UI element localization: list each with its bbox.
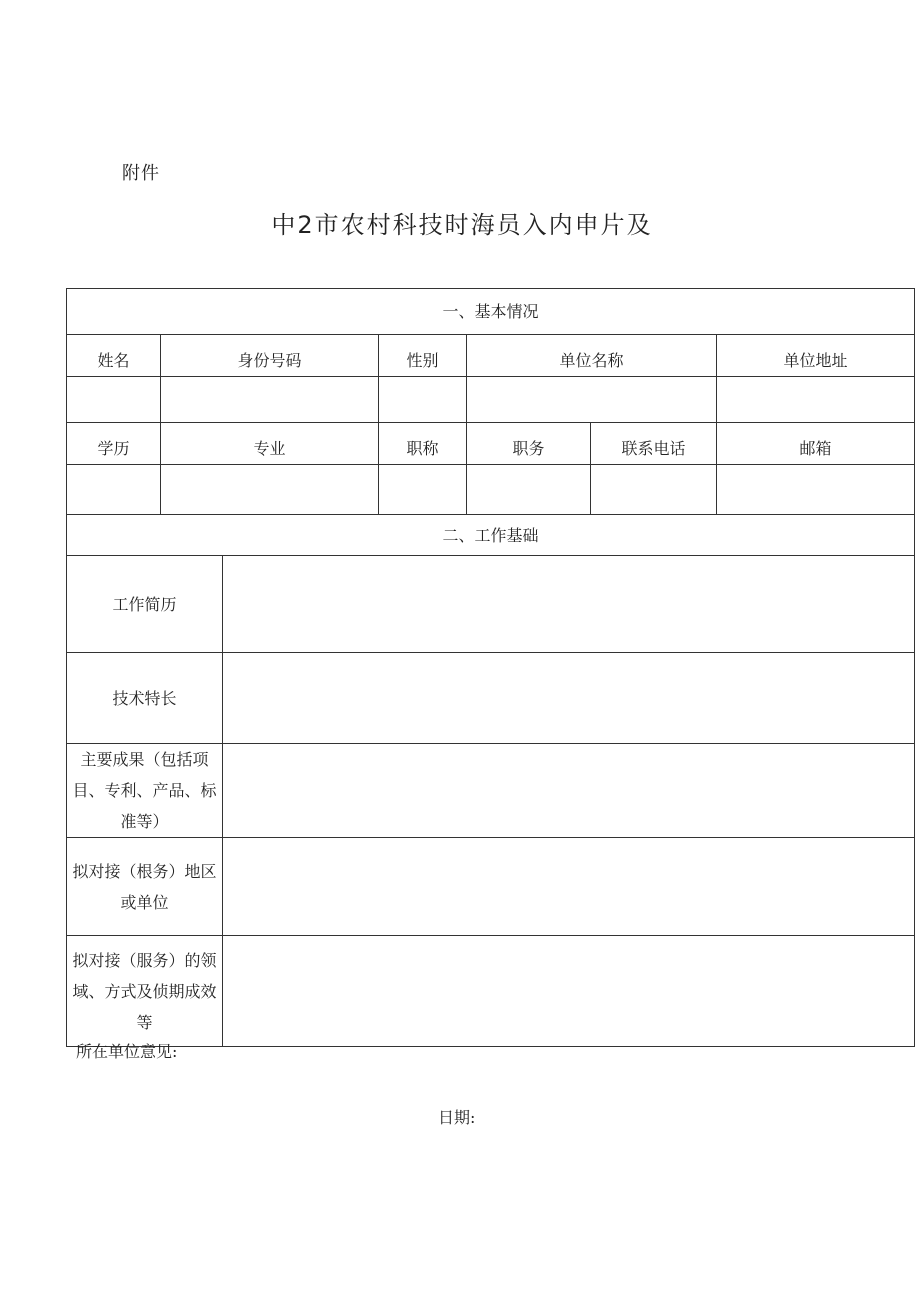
employer-opinion-label: 所在单位意见: (76, 1042, 178, 1061)
id-number-field[interactable] (161, 377, 379, 423)
section-basic-heading: 一、基本情况 (67, 289, 915, 335)
employer-address-field[interactable] (717, 377, 915, 423)
date-label: 日期: (438, 1108, 476, 1127)
header-position: 职务 (467, 423, 591, 465)
target-region-label: 拟对接（根务）地区或单位 (67, 838, 223, 936)
main-achievements-field[interactable] (223, 744, 915, 838)
email-field[interactable] (717, 465, 915, 515)
technical-expertise-field[interactable] (223, 653, 915, 744)
header-email: 邮箱 (717, 423, 915, 465)
header-education: 学历 (67, 423, 161, 465)
title-rank-field[interactable] (379, 465, 467, 515)
header-employer-address: 单位地址 (717, 335, 915, 377)
header-phone: 联系电话 (591, 423, 717, 465)
phone-field[interactable] (591, 465, 717, 515)
application-form-table (66, 288, 915, 1047)
target-region-field[interactable] (223, 838, 915, 936)
service-field-field[interactable] (223, 936, 915, 1047)
gender-field[interactable] (379, 377, 467, 423)
page-title: 中2市农村科技时海员入内申片及 (271, 211, 653, 239)
main-achievements-label: 主要成果（包括项目、专利、产品、标准等） (67, 744, 223, 838)
header-id-number: 身份号码 (161, 335, 379, 377)
header-major: 专业 (161, 423, 379, 465)
education-field[interactable] (67, 465, 161, 515)
service-field-label: 拟对接（服务）的领域、方式及侦期成效等 (67, 936, 223, 1047)
header-gender: 性别 (379, 335, 467, 377)
attachment-label: 附件 (122, 163, 160, 184)
work-history-label: 工作简历 (67, 556, 223, 653)
section-work-heading: 二、工作基础 (67, 515, 915, 556)
technical-expertise-label: 技术特长 (67, 653, 223, 744)
work-history-field[interactable] (223, 556, 915, 653)
header-name: 姓名 (67, 335, 161, 377)
header-title-rank: 职称 (379, 423, 467, 465)
employer-name-field[interactable] (467, 377, 717, 423)
name-field[interactable] (67, 377, 161, 423)
header-employer-name: 单位名称 (467, 335, 717, 377)
major-field[interactable] (161, 465, 379, 515)
position-field[interactable] (467, 465, 591, 515)
